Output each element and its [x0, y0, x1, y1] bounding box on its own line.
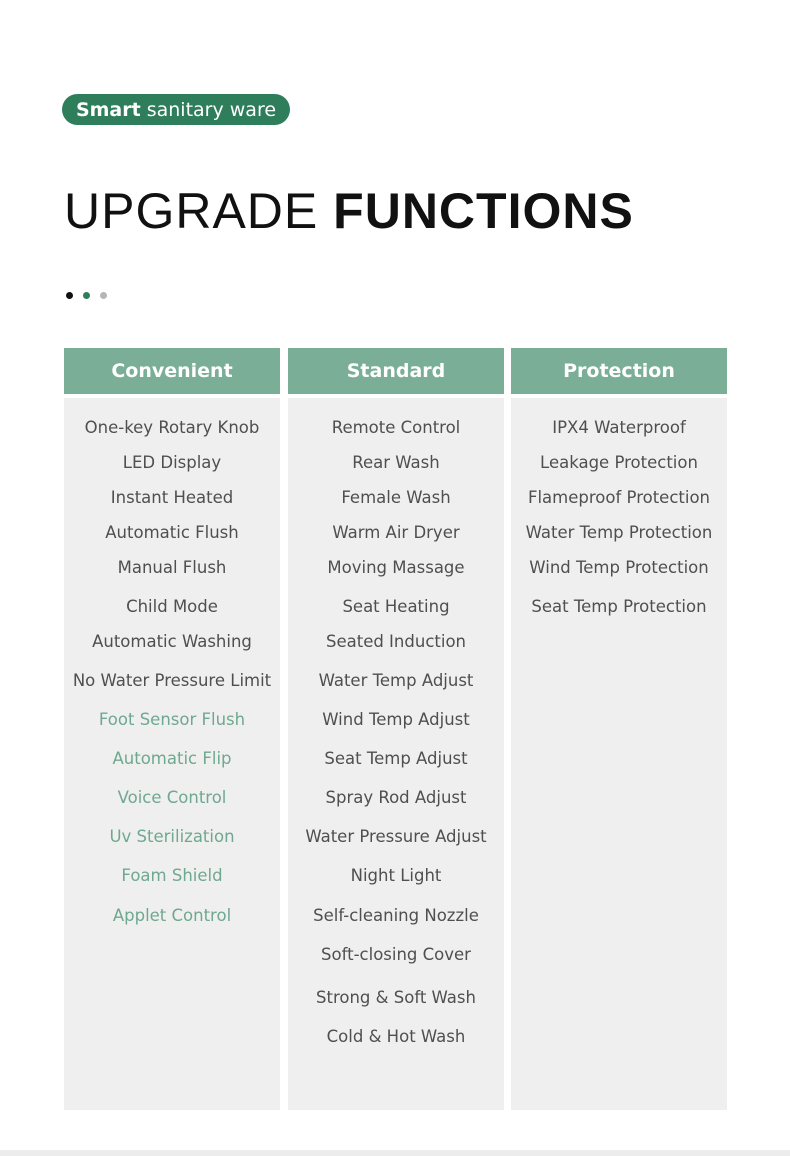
- feature-item: IPX4 Waterproof: [552, 418, 686, 437]
- column-convenient: [64, 348, 280, 1110]
- column-standard: [288, 348, 504, 1110]
- title-part-1: UPGRADE: [64, 183, 319, 239]
- dot-green: [83, 292, 90, 299]
- feature-item: Seat Temp Adjust: [324, 749, 468, 768]
- feature-item: Water Temp Adjust: [318, 671, 474, 690]
- feature-item: No Water Pressure Limit: [72, 671, 272, 690]
- feature-item: Seat Temp Protection: [531, 597, 707, 616]
- feature-item: Foam Shield: [121, 866, 223, 885]
- feature-item: Female Wash: [341, 488, 451, 507]
- feature-item: Child Mode: [126, 597, 218, 616]
- feature-item: Flameproof Protection: [527, 488, 711, 507]
- column-header: Convenient: [64, 348, 280, 394]
- dot-black: [66, 292, 73, 299]
- feature-item: Water Pressure Adjust: [305, 827, 487, 846]
- page-title: [64, 182, 634, 240]
- feature-item: Automatic Flip: [112, 749, 232, 768]
- feature-item: Applet Control: [112, 906, 232, 925]
- feature-item: Wind Temp Adjust: [322, 710, 470, 729]
- feature-item: Night Light: [350, 866, 442, 885]
- feature-item: One-key Rotary Knob: [84, 418, 260, 437]
- feature-item: Spray Rod Adjust: [325, 788, 467, 807]
- feature-item: Water Temp Protection: [525, 523, 713, 542]
- column-header: Protection: [511, 348, 727, 394]
- feature-item: Self-cleaning Nozzle: [313, 906, 479, 925]
- column-divider: [511, 394, 727, 398]
- bottom-divider: [0, 1150, 790, 1156]
- feature-item: LED Display: [122, 453, 222, 472]
- feature-item: Foot Sensor Flush: [98, 710, 246, 729]
- feature-item: Wind Temp Protection: [529, 558, 709, 577]
- decorative-dots: [66, 292, 107, 299]
- feature-item: Strong & Soft Wash: [316, 988, 476, 1007]
- feature-item: Seat Heating: [342, 597, 450, 616]
- title-part-2: FUNCTIONS: [333, 183, 634, 239]
- badge-bold-text: Smart: [75, 98, 141, 121]
- category-badge: [62, 94, 290, 125]
- feature-item: Automatic Washing: [92, 632, 252, 651]
- feature-item: Manual Flush: [117, 558, 227, 577]
- badge-light-text: sanitary ware: [146, 98, 277, 121]
- feature-item: Leakage Protection: [540, 453, 698, 472]
- feature-item: Warm Air Dryer: [332, 523, 460, 542]
- feature-item: Moving Massage: [327, 558, 465, 577]
- feature-item: Remote Control: [331, 418, 461, 437]
- feature-item: Rear Wash: [352, 453, 440, 472]
- feature-item: Uv Sterilization: [109, 827, 235, 846]
- column-divider: [288, 394, 504, 398]
- column-divider: [64, 394, 280, 398]
- feature-item: Instant Heated: [110, 488, 234, 507]
- feature-item: Soft-closing Cover: [321, 945, 471, 964]
- column-protection: [511, 348, 727, 1110]
- feature-item: Automatic Flush: [105, 523, 239, 542]
- feature-item: Voice Control: [117, 788, 227, 807]
- column-header: Standard: [288, 348, 504, 394]
- dot-grey: [100, 292, 107, 299]
- feature-item: Cold & Hot Wash: [326, 1027, 466, 1046]
- feature-item: Seated Induction: [325, 632, 466, 651]
